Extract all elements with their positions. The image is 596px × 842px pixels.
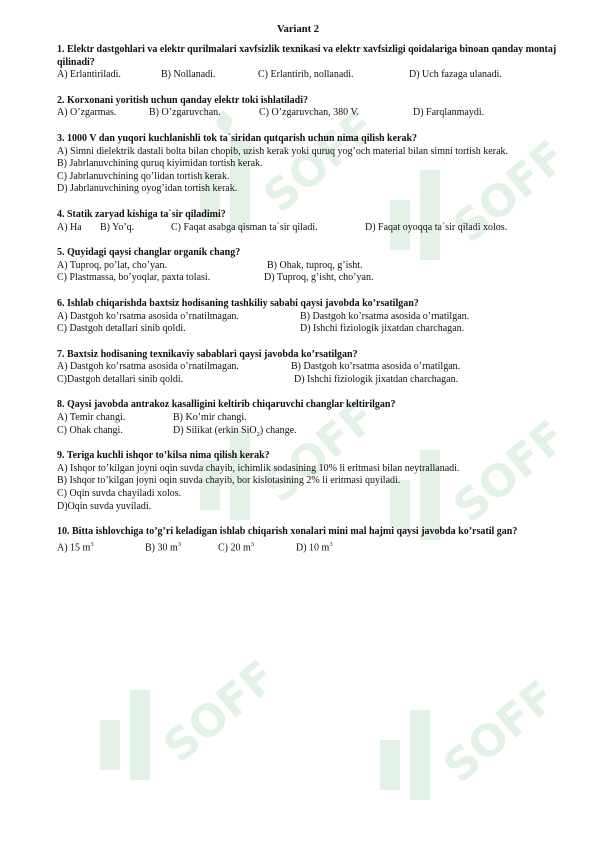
option-b: B) Nollanadi. bbox=[161, 69, 216, 81]
question-text: 1. Elektr dastgohlari va elektr qurilmalari xavfsizlik texnikasi va elektr xavfsizligi qoidalariga binoan qanday montaj qilinadi? bbox=[57, 44, 557, 68]
question-text: 5. Quyidagi qaysi changlar organik chang? bbox=[57, 247, 241, 259]
svg-text:SOFF: SOFF bbox=[434, 670, 550, 794]
option-b: B) Jabrlanuvchining quruq kiyimidan tortish kerak. bbox=[57, 158, 263, 170]
option-b: B) Ohak, tuproq, g’isht. bbox=[267, 259, 363, 271]
option-a: A) Simni dielektrik dastali bolta bilan chopib, uzish kerak yoki quruq yog’och material bilan simni tortish kerak. bbox=[57, 145, 509, 157]
superscript-3: 3 bbox=[177, 540, 182, 548]
option-c: C) Erlantirib, nollanadi. bbox=[258, 69, 354, 81]
option-d: D)Oqin suvda yuviladi. bbox=[57, 500, 152, 512]
question-1 bbox=[57, 44, 557, 82]
soff-watermark-logo bbox=[360, 650, 550, 810]
question-text: 10. Bitta ishlovchiga to’g’ri keladigan ishlab chiqarish xonalari mini mal hajmi qaysi javobda ko’rsatil gan? bbox=[57, 526, 518, 538]
question-text: 9. Teriga kuchli ishqor to’kilsa nima qilish kerak? bbox=[57, 450, 270, 462]
question-7 bbox=[57, 349, 557, 387]
option-row bbox=[57, 323, 557, 336]
option-a: A) Temir changi. bbox=[57, 412, 126, 424]
question-6 bbox=[57, 298, 557, 336]
question-10 bbox=[57, 526, 557, 554]
question-text: 8. Qaysi javobda antrakoz kasalligini keltirib chiqaruvchi changlar keltirilgan? bbox=[57, 399, 396, 411]
option-c: C) Dastgoh detallari sinib qoldi. bbox=[57, 323, 186, 335]
option-c bbox=[218, 539, 254, 555]
subscript-2: 2 bbox=[256, 430, 260, 438]
option-b: B) Ko’mir changi. bbox=[173, 412, 247, 424]
question-text: 2. Korxonani yoritish uchun qanday elektr toki ishlatiladi? bbox=[57, 94, 308, 106]
option-row bbox=[57, 374, 557, 387]
option-row bbox=[57, 311, 557, 324]
option-a bbox=[57, 539, 94, 555]
question-list bbox=[57, 44, 557, 564]
option-row bbox=[57, 69, 557, 82]
question-text: 4. Statik zaryad kishiga ta`sir qiladimi? bbox=[57, 208, 226, 220]
option-b-text: B) 30 m bbox=[145, 542, 178, 554]
option-d-text: D) Silikat (erkin SiO bbox=[173, 424, 257, 436]
option-a: A) Tuproq, po’lat, cho’yan. bbox=[57, 259, 167, 271]
option-b: B) Dastgoh ko’rsatma asosida o’rnatilgan. bbox=[300, 310, 470, 322]
question-5 bbox=[57, 247, 557, 285]
option-a: A) O’zgarmas. bbox=[57, 107, 117, 119]
option-a: A) Dastgoh ko’rsatma asosida o’rnatilmagan. bbox=[57, 361, 239, 373]
option-b bbox=[145, 539, 181, 555]
option-d: D) Jabrlanuvchining oyog’idan tortish kerak. bbox=[57, 183, 238, 195]
superscript-3: 3 bbox=[90, 540, 94, 548]
option-d: D) Faqat oyoqqa ta`sir qiladi xolos. bbox=[365, 221, 508, 233]
option-c-text: C) 20 m bbox=[218, 542, 251, 554]
svg-text:SOFF: SOFF bbox=[254, 390, 370, 514]
svg-text:SOFF: SOFF bbox=[444, 410, 560, 534]
option-a-text: A) 15 m bbox=[57, 542, 91, 554]
option-d-suffix: ) change. bbox=[259, 424, 297, 436]
option-b: B) O’zgaruvchan. bbox=[149, 107, 221, 119]
svg-text:SOFF: SOFF bbox=[154, 650, 270, 774]
option-c: C) Jabrlanuvchining qo’lidan tortish kerak. bbox=[57, 170, 230, 182]
option-d-text: D) 10 m bbox=[296, 542, 330, 554]
option-d: D) Uch fazaga ulanadi. bbox=[409, 69, 502, 81]
question-8 bbox=[57, 399, 557, 437]
question-text: 6. Ishlab chiqarishda baxtsiz hodisaning tashkiliy sababi qaysi javobda ko’rsatilgan? bbox=[57, 297, 419, 309]
option-b: B) Yo’q. bbox=[100, 221, 135, 233]
option-row bbox=[57, 107, 557, 120]
option-row bbox=[57, 412, 557, 425]
question-text: 3. 1000 V dan yuqori kuchlanishli tok ta`siridan qutqarish uchun nima qilish kerak? bbox=[57, 132, 418, 144]
option-c: C) Faqat asabga qisman ta`sir qiladi. bbox=[171, 221, 318, 233]
option-b: B) Dastgoh ko’rsatma asosida o’rnatilgan. bbox=[291, 361, 461, 373]
option-d: D) Farqlanmaydi. bbox=[413, 107, 485, 119]
option-d bbox=[173, 425, 297, 442]
option-c: C) Ohak changi. bbox=[57, 424, 123, 436]
superscript-3: 3 bbox=[250, 540, 255, 548]
question-text: 7. Baxtsiz hodisaning texnikaviy sabablari qaysi javobda ko’rsatilgan? bbox=[57, 348, 358, 360]
question-4 bbox=[57, 209, 557, 234]
option-c: C) Oqin suvda chayiladi xolos. bbox=[57, 488, 182, 500]
option-d: D) Tuproq, g’isht, cho’yan. bbox=[264, 272, 374, 284]
superscript-3: 3 bbox=[329, 540, 333, 548]
option-c: C)Dastgoh detallari sinib qoldi. bbox=[57, 373, 184, 385]
question-2 bbox=[57, 95, 557, 120]
option-row bbox=[57, 539, 557, 552]
option-d: D) Ishchi fiziologik jixatdan charchagan. bbox=[300, 323, 465, 335]
option-row bbox=[57, 425, 557, 438]
option-row bbox=[57, 272, 557, 285]
option-a: A) Ha bbox=[57, 221, 82, 233]
option-row bbox=[57, 260, 557, 273]
option-c: C) O’zgaruvchan, 380 V. bbox=[259, 107, 359, 119]
svg-text:SOFF: SOFF bbox=[444, 130, 560, 254]
question-9 bbox=[57, 450, 557, 513]
svg-text:SOFF: SOFF bbox=[254, 100, 370, 224]
option-a: A) Ishqor to’kilgan joyni oqin suvda chayib, ichimlik sodasining 10% li eritmasi bilan neytrallanadi. bbox=[57, 462, 460, 474]
soff-watermark-logo bbox=[80, 630, 270, 790]
option-row bbox=[57, 361, 557, 374]
option-d: D) Ishchi fiziologik jixatdan charchagan. bbox=[294, 373, 459, 385]
option-row bbox=[57, 222, 557, 235]
option-c: C) Plastmassa, bo’yoqlar, paxta tolasi. bbox=[57, 272, 211, 284]
option-b: B) Ishqor to’kilgan joyni oqin suvda chayib, bor kislotasining 2% li eritmasi quyiladi. bbox=[57, 475, 401, 487]
option-a: A) Erlantiriladi. bbox=[57, 69, 121, 81]
option-d bbox=[296, 539, 333, 555]
option-a: A) Dastgoh ko’rsatma asosida o’rnatilmagan. bbox=[57, 310, 239, 322]
question-3 bbox=[57, 133, 557, 196]
page-title: Variant 2 bbox=[277, 24, 319, 35]
